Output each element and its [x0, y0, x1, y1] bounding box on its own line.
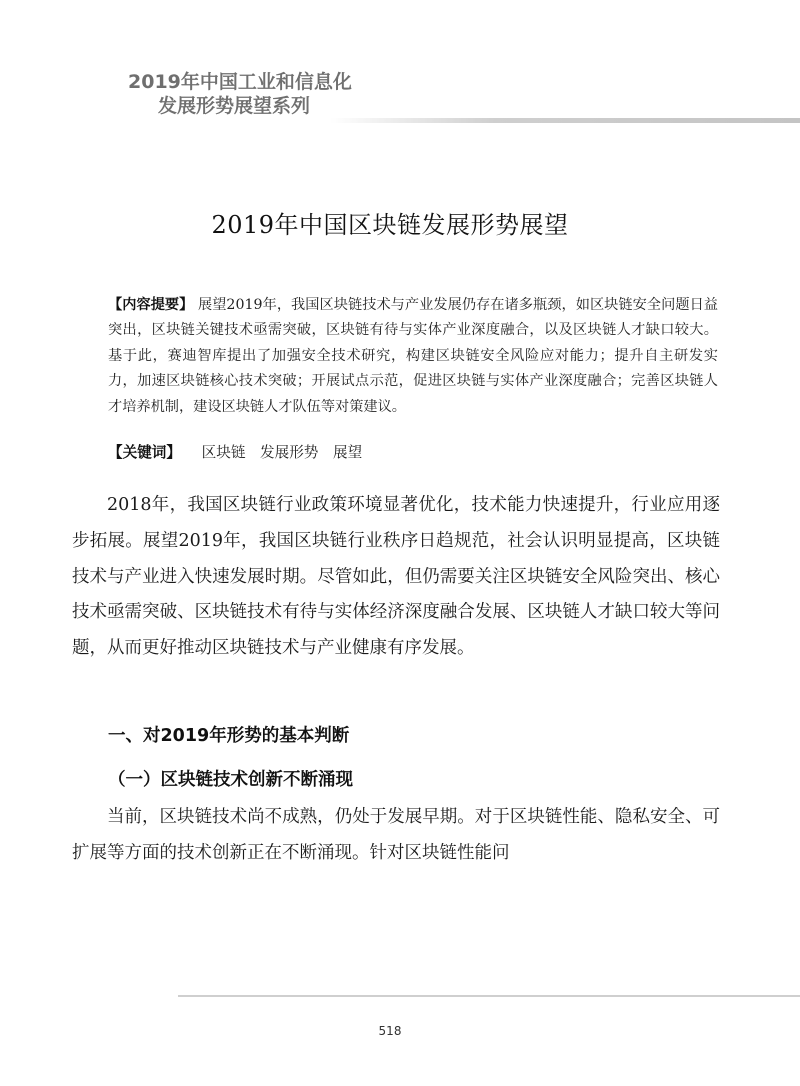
keywords-text: 区块链 发展形势 展望: [201, 444, 363, 461]
subsection-paragraph: 当前，区块链技术尚不成熟，仍处于发展早期。对于区块链性能、隐私安全、可扩展等方面的技术创新正在不断涌现。针对区块链性能问: [72, 807, 720, 863]
article-title: 2019年中国区块链发展形势展望: [211, 211, 569, 239]
keywords-label: 【关键词】: [108, 444, 181, 461]
abstract-text: 展望2019年，我国区块链技术与产业发展仍存在诸多瓶颈，如区块链安全问题日益突出，区块链关键技术亟需突破，区块链有待与实体产业深度融合，以及区块链人才缺口较大。基于此，赛迪智库提出了加强安全技术研究，构建区块链安全风险应对能力；提升自主研发实力，加速区块链核心技术突破；开展试点示范，促进区块链与实体产业深度融合；完善区块链人才培养机制，建设区块链人才队伍等对策建议。: [108, 297, 718, 415]
abstract-label: 【内容提要】: [108, 297, 194, 313]
header-divider: [330, 118, 800, 123]
series-title-line2: 发展形势展望系列: [158, 95, 311, 117]
series-title: [128, 70, 352, 118]
abstract: [108, 293, 718, 420]
footer-divider: [178, 995, 800, 997]
keywords: [108, 442, 718, 464]
series-title-line1: 2019年中国工业和信息化: [128, 71, 352, 93]
intro-paragraph: 2018年，我国区块链行业政策环境显著优化，技术能力快速提升，行业应用逐步拓展。展望2019年，我国区块链行业秩序日趋规范，社会认识明显提高，区块链技术与产业进入快速发展时期。尽管如此，但仍需要关注区块链安全风险突出、核心技术亟需突破、区块链技术有待与实体经济深度融合发展、区块链人才缺口较大等问题，从而更好推动区块链技术与产业健康有序发展。: [72, 495, 720, 659]
page-number: 518: [378, 1024, 402, 1038]
section-heading: 一、对2019年形势的基本判断: [108, 726, 350, 746]
subsection-heading: （一）区块链技术创新不断涌现: [108, 770, 353, 790]
